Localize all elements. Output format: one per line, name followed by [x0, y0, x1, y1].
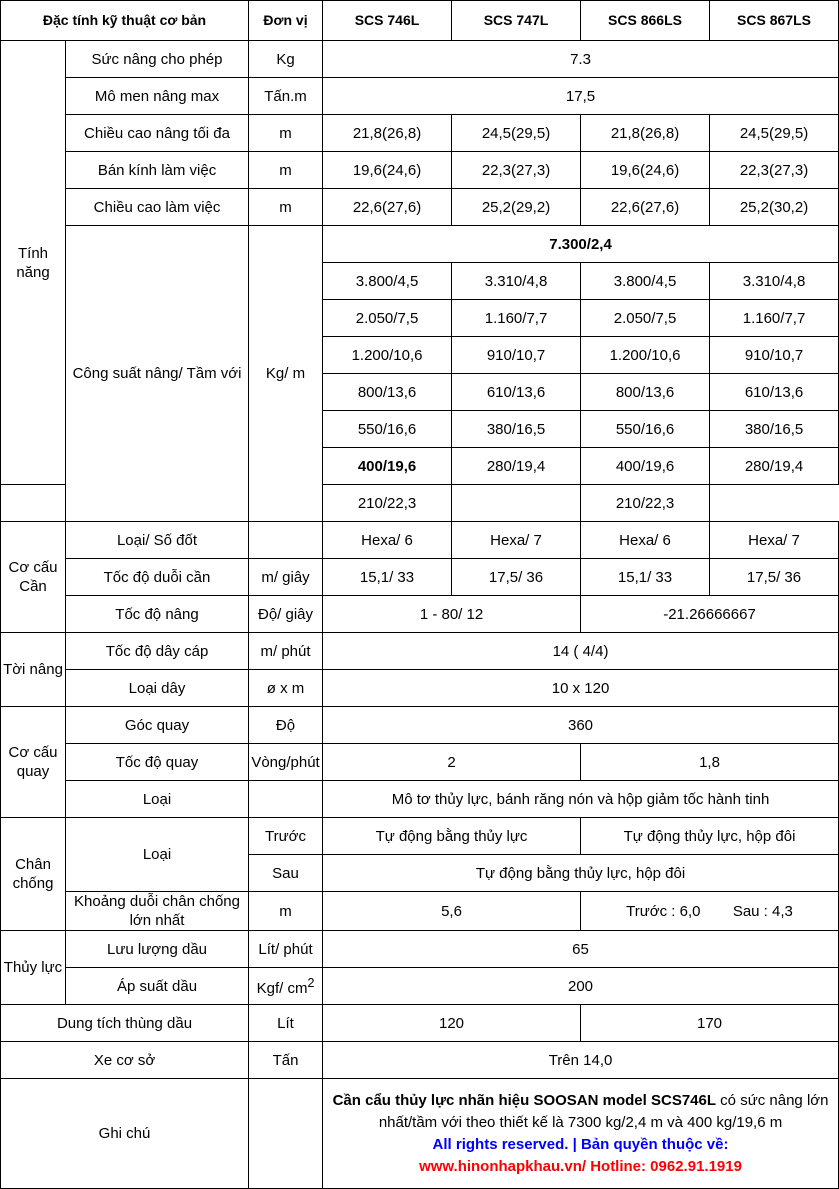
row-value: 24,5(29,5): [710, 115, 839, 152]
row-value: 25,2(29,2): [452, 189, 581, 226]
row-value: Hexa/ 7: [710, 522, 839, 559]
group-toi-nang: Tời nâng: [1, 633, 66, 707]
row-value: 1,8: [581, 744, 839, 781]
row-value: 1.160/7,7: [710, 300, 839, 337]
header-model: SCS 867LS: [710, 1, 839, 41]
row-value: 910/10,7: [710, 337, 839, 374]
row-value: 22,3(27,3): [452, 152, 581, 189]
row-value: 1.200/10,6: [581, 337, 710, 374]
row-label: Công suất nâng/ Tầm với: [66, 226, 249, 522]
row-label: Tốc độ nâng: [66, 596, 249, 633]
header-model: SCS 747L: [452, 1, 581, 41]
row-value: Trên 14,0: [323, 1042, 839, 1079]
row-unit: Lít/ phút: [249, 931, 323, 968]
row-label: Loại: [66, 781, 249, 818]
row-value: 5,6: [323, 892, 581, 931]
row-label: Lưu lượng dầu: [66, 931, 249, 968]
row-value: 3.800/4,5: [323, 263, 452, 300]
row-unit: Độ: [249, 707, 323, 744]
row-unit: [249, 522, 323, 559]
row-value: 14 ( 4/4): [323, 633, 839, 670]
row-value: 210/22,3: [323, 485, 452, 522]
row-label: Bán kính làm việc: [66, 152, 249, 189]
row-value: Hexa/ 6: [581, 522, 710, 559]
row-value: 910/10,7: [452, 337, 581, 374]
row-label: Khoảng duỗi chân chống lớn nhất: [66, 892, 249, 931]
row-value: 120: [323, 1005, 581, 1042]
group-thuy-luc: Thủy lực: [1, 931, 66, 1005]
row-label: Chiều cao nâng tối đa: [66, 115, 249, 152]
group-tinh-nang: Tính năng: [1, 41, 66, 485]
row-value: 200: [323, 968, 839, 1005]
unit-superscript: 2: [307, 976, 315, 990]
row-unit: [249, 968, 323, 1005]
row-unit: m/ giây: [249, 559, 323, 596]
row-unit: Tấn: [249, 1042, 323, 1079]
row-value: 800/13,6: [581, 374, 710, 411]
row-value: 800/13,6: [323, 374, 452, 411]
row-label: Loại dây: [66, 670, 249, 707]
row-label: Tốc độ quay: [66, 744, 249, 781]
row-value: Tự động thủy lực, hộp đôi: [581, 818, 839, 855]
row-label: Áp suất dầu: [66, 968, 249, 1005]
row-unit: m: [249, 152, 323, 189]
row-unit: Vòng/phút: [249, 744, 323, 781]
row-value: 24,5(29,5): [452, 115, 581, 152]
row-value: 210/22,3: [581, 485, 710, 522]
outrigger-rear: Sau : 4,3: [732, 902, 793, 920]
row-value: 380/16,5: [452, 411, 581, 448]
row-label: Sức nâng cho phép: [66, 41, 249, 78]
row-value: 280/19,4: [710, 448, 839, 485]
row-value: 19,6(24,6): [581, 152, 710, 189]
row-value: 7.300/2,4: [323, 226, 839, 263]
row-value: 550/16,6: [323, 411, 452, 448]
row-label: Tốc độ duỗi cần: [66, 559, 249, 596]
row-value: -21.26666667: [581, 596, 839, 633]
hotline-link[interactable]: www.hinonhapkhau.vn/ Hotline: 0962.91.1919: [419, 1157, 742, 1175]
row-value: 2.050/7,5: [581, 300, 710, 337]
row-value: 17,5/ 36: [452, 559, 581, 596]
row-value: 21,8(26,8): [323, 115, 452, 152]
rights-text: All rights reserved. | Bản quyền thuộc về:: [432, 1135, 729, 1153]
note-label: Ghi chú: [1, 1079, 249, 1189]
row-value: 1 - 80/ 12: [323, 596, 581, 633]
row-value: 22,3(27,3): [710, 152, 839, 189]
row-value: 280/19,4: [452, 448, 581, 485]
row-label: Loại: [66, 818, 249, 892]
header-model: SCS 866LS: [581, 1, 710, 41]
row-unit: Tấn.m: [249, 78, 323, 115]
group-chan-chong: Chân chống: [1, 818, 66, 931]
row-value: 65: [323, 931, 839, 968]
row-value: 360: [323, 707, 839, 744]
row-value: 610/13,6: [710, 374, 839, 411]
row-value: 2: [323, 744, 581, 781]
row-value: 15,1/ 33: [581, 559, 710, 596]
row-unit: ø x m: [249, 670, 323, 707]
row-value: 1.200/10,6: [323, 337, 452, 374]
row-unit: m: [249, 115, 323, 152]
row-label: Góc quay: [66, 707, 249, 744]
row-value: 3.800/4,5: [581, 263, 710, 300]
row-value: 17,5: [323, 78, 839, 115]
row-value: [452, 485, 581, 522]
row-label: Tốc độ dây cáp: [66, 633, 249, 670]
row-value: [1, 485, 66, 522]
row-unit: Trước: [249, 818, 323, 855]
row-value: Tự động bằng thủy lực, hộp đôi: [323, 855, 839, 892]
row-value: 19,6(24,6): [323, 152, 452, 189]
row-value: 1.160/7,7: [452, 300, 581, 337]
row-value: 15,1/ 33: [323, 559, 452, 596]
row-unit: [249, 781, 323, 818]
header-unit: Đơn vị: [249, 1, 323, 41]
group-co-cau-quay: Cơ cấu quay: [1, 707, 66, 818]
row-value: Hexa/ 6: [323, 522, 452, 559]
outrigger-front: Trước : 6,0: [626, 902, 701, 920]
row-label: Chiều cao làm việc: [66, 189, 249, 226]
row-value: 22,6(27,6): [323, 189, 452, 226]
header-model: SCS 746L: [323, 1, 452, 41]
note-unit-empty: [249, 1079, 323, 1189]
row-unit: Sau: [249, 855, 323, 892]
unit-base: Kgf/ cm: [256, 980, 308, 997]
row-unit: Kg: [249, 41, 323, 78]
note-text: [325, 1090, 836, 1134]
note-cell: [323, 1079, 839, 1189]
row-value: 3.310/4,8: [452, 263, 581, 300]
row-value: 10 x 120: [323, 670, 839, 707]
row-value: Mô tơ thủy lực, bánh răng nón và hộp giảm tốc hành tinh: [323, 781, 839, 818]
row-value: 610/13,6: [452, 374, 581, 411]
note-bold: Cần cẩu thủy lực nhãn hiệu SOOSAN model SCS746L: [332, 1091, 717, 1109]
row-label: Mô men nâng max: [66, 78, 249, 115]
row-value: 7.3: [323, 41, 839, 78]
group-co-cau-can: Cơ cấu Cần: [1, 522, 66, 633]
row-value: 3.310/4,8: [710, 263, 839, 300]
row-unit: m: [249, 892, 323, 931]
row-value: 17,5/ 36: [710, 559, 839, 596]
row-value: 400/19,6: [323, 448, 452, 485]
row-value: Tự động bằng thủy lực: [323, 818, 581, 855]
row-label: Loại/ Số đốt: [66, 522, 249, 559]
row-value: 550/16,6: [581, 411, 710, 448]
row-unit: m/ phút: [249, 633, 323, 670]
header-spec: Đặc tính kỹ thuật cơ bản: [1, 1, 249, 41]
row-label: Dung tích thùng dầu: [1, 1005, 249, 1042]
row-value: 22,6(27,6): [581, 189, 710, 226]
row-value: 400/19,6: [581, 448, 710, 485]
row-unit: Kg/ m: [249, 226, 323, 522]
row-value: 2.050/7,5: [323, 300, 452, 337]
row-value: Hexa/ 7: [452, 522, 581, 559]
row-value: 25,2(30,2): [710, 189, 839, 226]
row-value: [581, 892, 839, 931]
row-unit: Lít: [249, 1005, 323, 1042]
row-label: Xe cơ sở: [1, 1042, 249, 1079]
row-value: 380/16,5: [710, 411, 839, 448]
note-rest: có sức nâng lớn nhất/tầm với theo thiết kế là 7300 kg/2,4 m và 400 kg/19,6 m: [378, 1091, 829, 1131]
row-value: 21,8(26,8): [581, 115, 710, 152]
row-unit: m: [249, 189, 323, 226]
row-unit: Độ/ giây: [249, 596, 323, 633]
row-value: 170: [581, 1005, 839, 1042]
